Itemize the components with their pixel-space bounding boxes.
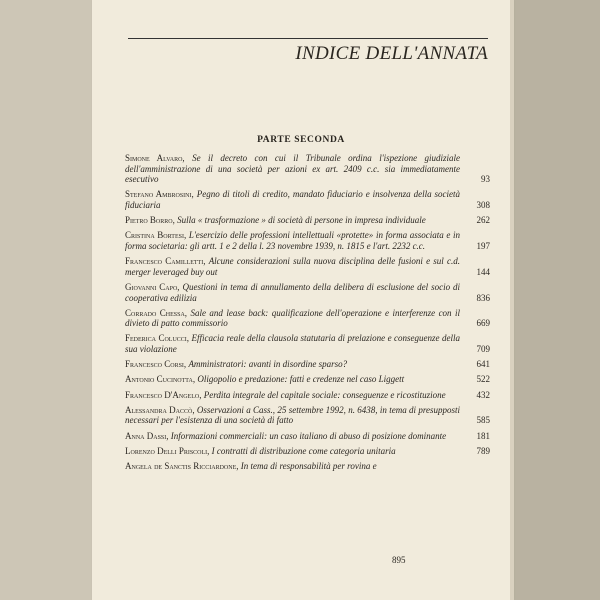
entry-author: Francesco Corsi, — [125, 359, 187, 370]
entry-text — [125, 308, 460, 329]
entry-title: Alcune considerazioni sulla nuova disciplina delle fusioni e sul c.d. merger leveraged buy out — [125, 256, 461, 277]
entry-page-number: 181 — [476, 430, 490, 441]
entry-title: In tema di responsabilità per rovina e — [240, 460, 377, 471]
entry-title: Informazioni commerciali: un caso italiano di abuso di posizione dominante — [170, 430, 447, 441]
index-entry — [125, 256, 490, 277]
entry-author: Federica Colucci, — [125, 333, 190, 344]
entry-page-number: 197 — [476, 240, 490, 251]
index-entry — [125, 359, 490, 370]
entry-text — [125, 431, 460, 442]
entry-text — [125, 446, 460, 457]
entry-title: I contratti di distribuzione come categoria unitaria — [211, 445, 396, 456]
entry-title: Sulla « trasformazione » di società di persone in impresa individuale — [177, 215, 426, 226]
index-entry — [125, 374, 490, 385]
index-entry — [125, 215, 490, 226]
header-title: INDICE DELL'ANNATA — [295, 43, 488, 64]
entry-page-number: 669 — [476, 318, 490, 329]
entry-text — [125, 189, 460, 210]
page-edge — [510, 0, 514, 600]
entry-author: Francesco D'Angelo, — [125, 389, 202, 400]
entry-text — [125, 256, 460, 277]
entry-page-number: 709 — [476, 344, 490, 355]
entry-title: Perdita integrale del capitale sociale: conseguenze e ricostituzione — [203, 389, 446, 400]
section-title: PARTE SECONDA — [257, 135, 345, 145]
entry-text — [125, 405, 460, 426]
entry-author: Antonio Cucinotta, — [125, 374, 196, 385]
entry-text — [125, 461, 460, 472]
index-entry — [125, 405, 490, 426]
entry-title: Se il decreto con cui il Tribunale ordina l'ispezione giudiziale dell'amministrazione di una società per azioni ex art. 2409 c.c. sia immediatamente esecutivo — [125, 153, 461, 185]
book-page — [92, 0, 510, 600]
entry-author: Lorenzo Delli Priscoli, — [125, 445, 210, 456]
index-entry — [125, 431, 490, 442]
index-entry — [125, 153, 490, 185]
entry-page-number: 641 — [476, 359, 490, 370]
entry-author: Simone Alvaro, — [125, 153, 185, 163]
entry-page-number: 93 — [481, 174, 490, 185]
entry-page-number: 585 — [476, 415, 490, 426]
entry-page-number: 432 — [476, 389, 490, 400]
index-entries — [125, 153, 490, 476]
entry-author: Cristina Bortesi, — [125, 230, 187, 241]
entry-text — [125, 333, 460, 354]
entry-author: Stefano Ambrosini, — [125, 189, 194, 200]
entry-page-number: 144 — [476, 266, 490, 277]
entry-author: Francesco Camilletti, — [125, 256, 206, 267]
entry-text — [125, 215, 460, 226]
entry-author: Corrado Chessa, — [125, 307, 188, 318]
entry-text — [125, 374, 460, 385]
page-folio: 895 — [392, 555, 406, 565]
index-entry — [125, 308, 490, 329]
entry-text — [125, 230, 460, 251]
entry-title: Questioni in tema di annullamento della delibera di esclusione del socio di cooperativa edilizia — [125, 281, 460, 303]
entry-text — [125, 359, 460, 370]
entry-page-number: 308 — [476, 199, 490, 210]
index-entry — [125, 461, 490, 472]
entry-page-number: 789 — [476, 445, 490, 456]
entry-author: Pietro Borro, — [125, 215, 175, 226]
index-entry — [125, 446, 490, 457]
entry-title: Sale and lease back: qualificazione dell'operazione e interferenze con il divieto di patto commissorio — [125, 307, 461, 329]
entry-page-number: 522 — [476, 374, 490, 385]
entry-author: Angela de Sanctis Ricciardone, — [125, 460, 239, 471]
entry-title: Osservazioni a Cass., 25 settembre 1992, n. 6438, in tema di presupposti necessari per l'esistenza di una società di fatto — [125, 404, 461, 426]
entry-text — [125, 282, 460, 303]
entry-author: Giovanni Capo, — [125, 281, 180, 292]
index-entry — [125, 390, 490, 401]
entry-author: Anna Dassi, — [125, 430, 169, 441]
entry-page-number: 836 — [476, 292, 490, 303]
entry-title: Amministratori: avanti in disordine sparso? — [188, 359, 348, 370]
entry-page-number: 262 — [476, 215, 490, 226]
running-header — [128, 38, 488, 65]
entry-author: Alessandra Daccò, — [125, 404, 195, 415]
entry-title: Oligopolio e predazione: fatti e credenze nel caso Liggett — [197, 374, 405, 385]
entry-title: L'esercizio delle professioni intellettuali «protette» in forma associata e in forma societaria: gli artt. 1 e 2 della l. 23 novembre 1939, n. 1815 e l'art. 2232 c.c. — [125, 230, 460, 251]
index-entry — [125, 189, 490, 210]
index-entry — [125, 230, 490, 251]
entry-title: Pegno di titoli di credito, mandato fiduciario e insolvenza della società fiduciaria — [125, 189, 461, 210]
index-entry — [125, 282, 490, 303]
entry-title: Efficacia reale della clausola statutaria di prelazione e conseguenze della sua violazione — [125, 333, 460, 355]
background-left — [0, 0, 92, 600]
index-entry — [125, 333, 490, 354]
entry-text — [125, 390, 460, 401]
background-right — [510, 0, 600, 600]
entry-text — [125, 153, 460, 185]
